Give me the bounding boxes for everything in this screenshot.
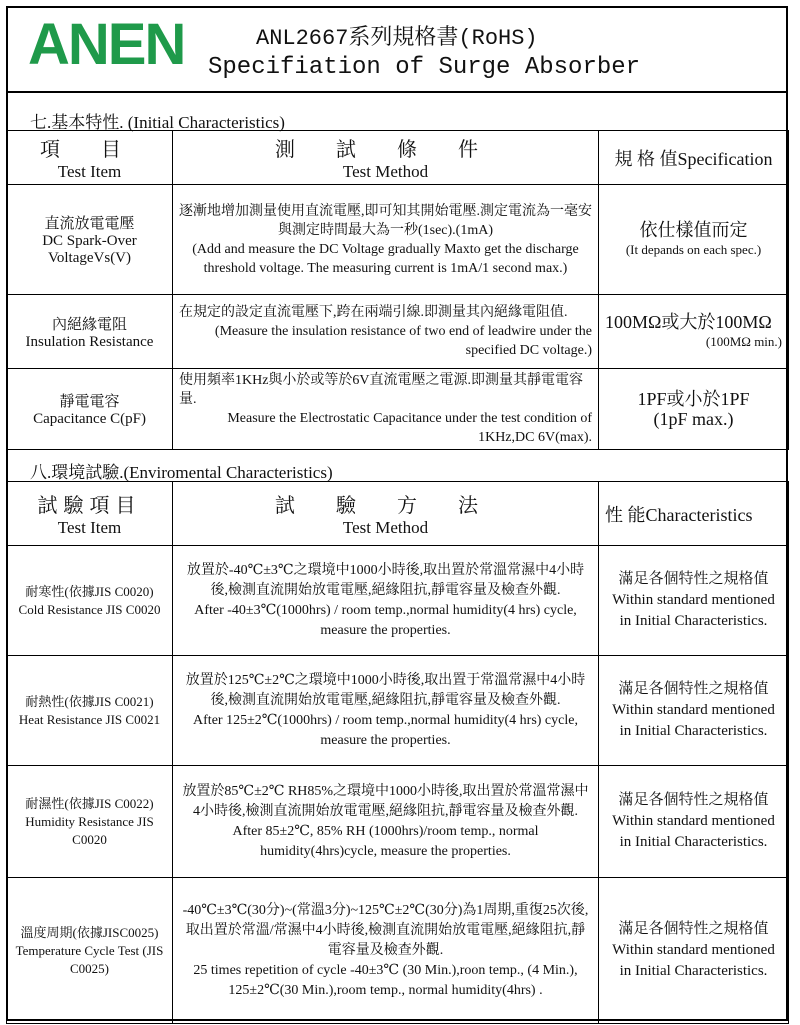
table-row [7, 656, 789, 766]
environmental-characteristics-table [6, 481, 789, 1024]
row-spec: 滿足各個特性之規格值 Within standard mentioned in Initial Characteristics. [599, 656, 789, 766]
table-row [7, 878, 789, 1024]
row-item: 耐寒性(依據JIS C0020) Cold Resistance JIS C0020 [7, 546, 173, 656]
row-item: 溫度周期(依據JISC0025) Temperature Cycle Test (JIS C0025) [7, 878, 173, 1024]
row-item: 靜電電容 Capacitance C(pF) [7, 369, 173, 450]
row-item: 耐濕性(依據JIS C0022) Humidity Resistance JIS C0020 [7, 766, 173, 878]
anen-logo: ANEN [28, 12, 185, 77]
table-row [7, 369, 789, 450]
header-test-item: 試驗項目 Test Item [7, 482, 173, 546]
table-row [7, 766, 789, 878]
header-test-method: 測 試 條 件 Test Method [173, 131, 599, 185]
row-method: 在規定的設定直流電壓下,跨在兩端引線.即測量其內絕緣電阻值. (Measure the insulation resistance of two end of leadwire under the specified DC voltage.) [173, 295, 599, 369]
row-spec: 1PF或小於1PF (1pF max.) [599, 369, 789, 450]
title-chinese: ANL2667系列規格書(RoHS) [256, 26, 538, 51]
header-test-item: 項 目 Test Item [7, 131, 173, 185]
row-spec: 依仕樣值而定 (It depands on each spec.) [599, 185, 789, 295]
table-row [7, 546, 789, 656]
row-spec: 滿足各個特性之規格值 Within standard mentioned in Initial Characteristics. [599, 766, 789, 878]
row-method: -40℃±3℃(30分)~(常溫3分)~125℃±2℃(30分)為1周期,重復25次後,取出置於常溫/常濕中4小時後,檢測直流開始放電電壓,絕緣阻抗,靜電容量及檢查外觀. 25 times repetition of cycle -40±3℃ (30 Min.),roon temp., (4 Min.), 125±2℃(30 Min.),room temp., normal humidity(4hrs) . [173, 878, 599, 1024]
table-header-row [7, 482, 789, 546]
section8-title: 八.環境試驗.(Enviromental Characteristics) [30, 463, 333, 482]
row-method: 逐漸地增加測量使用直流電壓,即可知其開始電壓.測定電流為一毫安與測定時間最大為一秒(1sec).(1mA) (Add and measure the DC Voltage gradually Maxto get the discharge threshold voltage. The measuring current is 1mA/1 second max.) [173, 185, 599, 295]
table-header-row [7, 131, 789, 185]
row-item: 直流放電電壓 DC Spark-Over VoltageVs(V) [7, 185, 173, 295]
header-test-method: 試 驗 方 法 Test Method [173, 482, 599, 546]
row-item: 內絕緣電阻 Insulation Resistance [7, 295, 173, 369]
table-row [7, 295, 789, 369]
title-english: Specifiation of Surge Absorber [208, 54, 641, 81]
initial-characteristics-table [6, 130, 789, 450]
document-header [6, 6, 788, 93]
row-spec: 滿足各個特性之規格值 Within standard mentioned in Initial Characteristics. [599, 878, 789, 1024]
table-row [7, 185, 789, 295]
row-method: 放置於85℃±2℃ RH85%之環境中1000小時後,取出置於常溫常濕中4小時後,檢測直流開始放電電壓,絕緣阻抗,靜電容量及檢查外觀. After 85±2℃, 85% RH (1000hrs)/room temp., normal humidity(4hrs)cycle, measure the properties. [173, 766, 599, 878]
section7-title: 七.基本特性. (Initial Characteristics) [30, 113, 285, 132]
row-method: 使用頻率1KHz與小於或等於6V直流電壓之電源.即測量其靜電電容量. Measure the Electrostatic Capacitance under the test condition of 1KHz,DC 6V(max). [173, 369, 599, 450]
row-method: 放置於-40℃±3℃之環境中1000小時後,取出置於常溫常濕中4小時後,檢測直流開始放電電壓,絕緣阻抗,靜電容量及檢查外觀. After -40±3℃(1000hrs) / room temp.,normal humidity(4 hrs) cycle, measure the properties. [173, 546, 599, 656]
header-characteristics: 性 能Characteristics [599, 482, 789, 546]
row-method: 放置於125℃±2℃之環境中1000小時後,取出置于常溫常濕中4小時後,檢測直流開始放電電壓,絕緣阻抗,靜電容量及檢查外觀. After 125±2℃(1000hrs) / room temp.,normal humidity(4 hrs) cycle, measure the properties. [173, 656, 599, 766]
row-item: 耐熱性(依據JIS C0021) Heat Resistance JIS C0021 [7, 656, 173, 766]
header-specification: 規 格 值Specification [599, 131, 789, 185]
row-spec: 滿足各個特性之規格值 Within standard mentioned in Initial Characteristics. [599, 546, 789, 656]
row-spec: 100MΩ或大於100MΩ (100MΩ min.) [599, 295, 789, 369]
